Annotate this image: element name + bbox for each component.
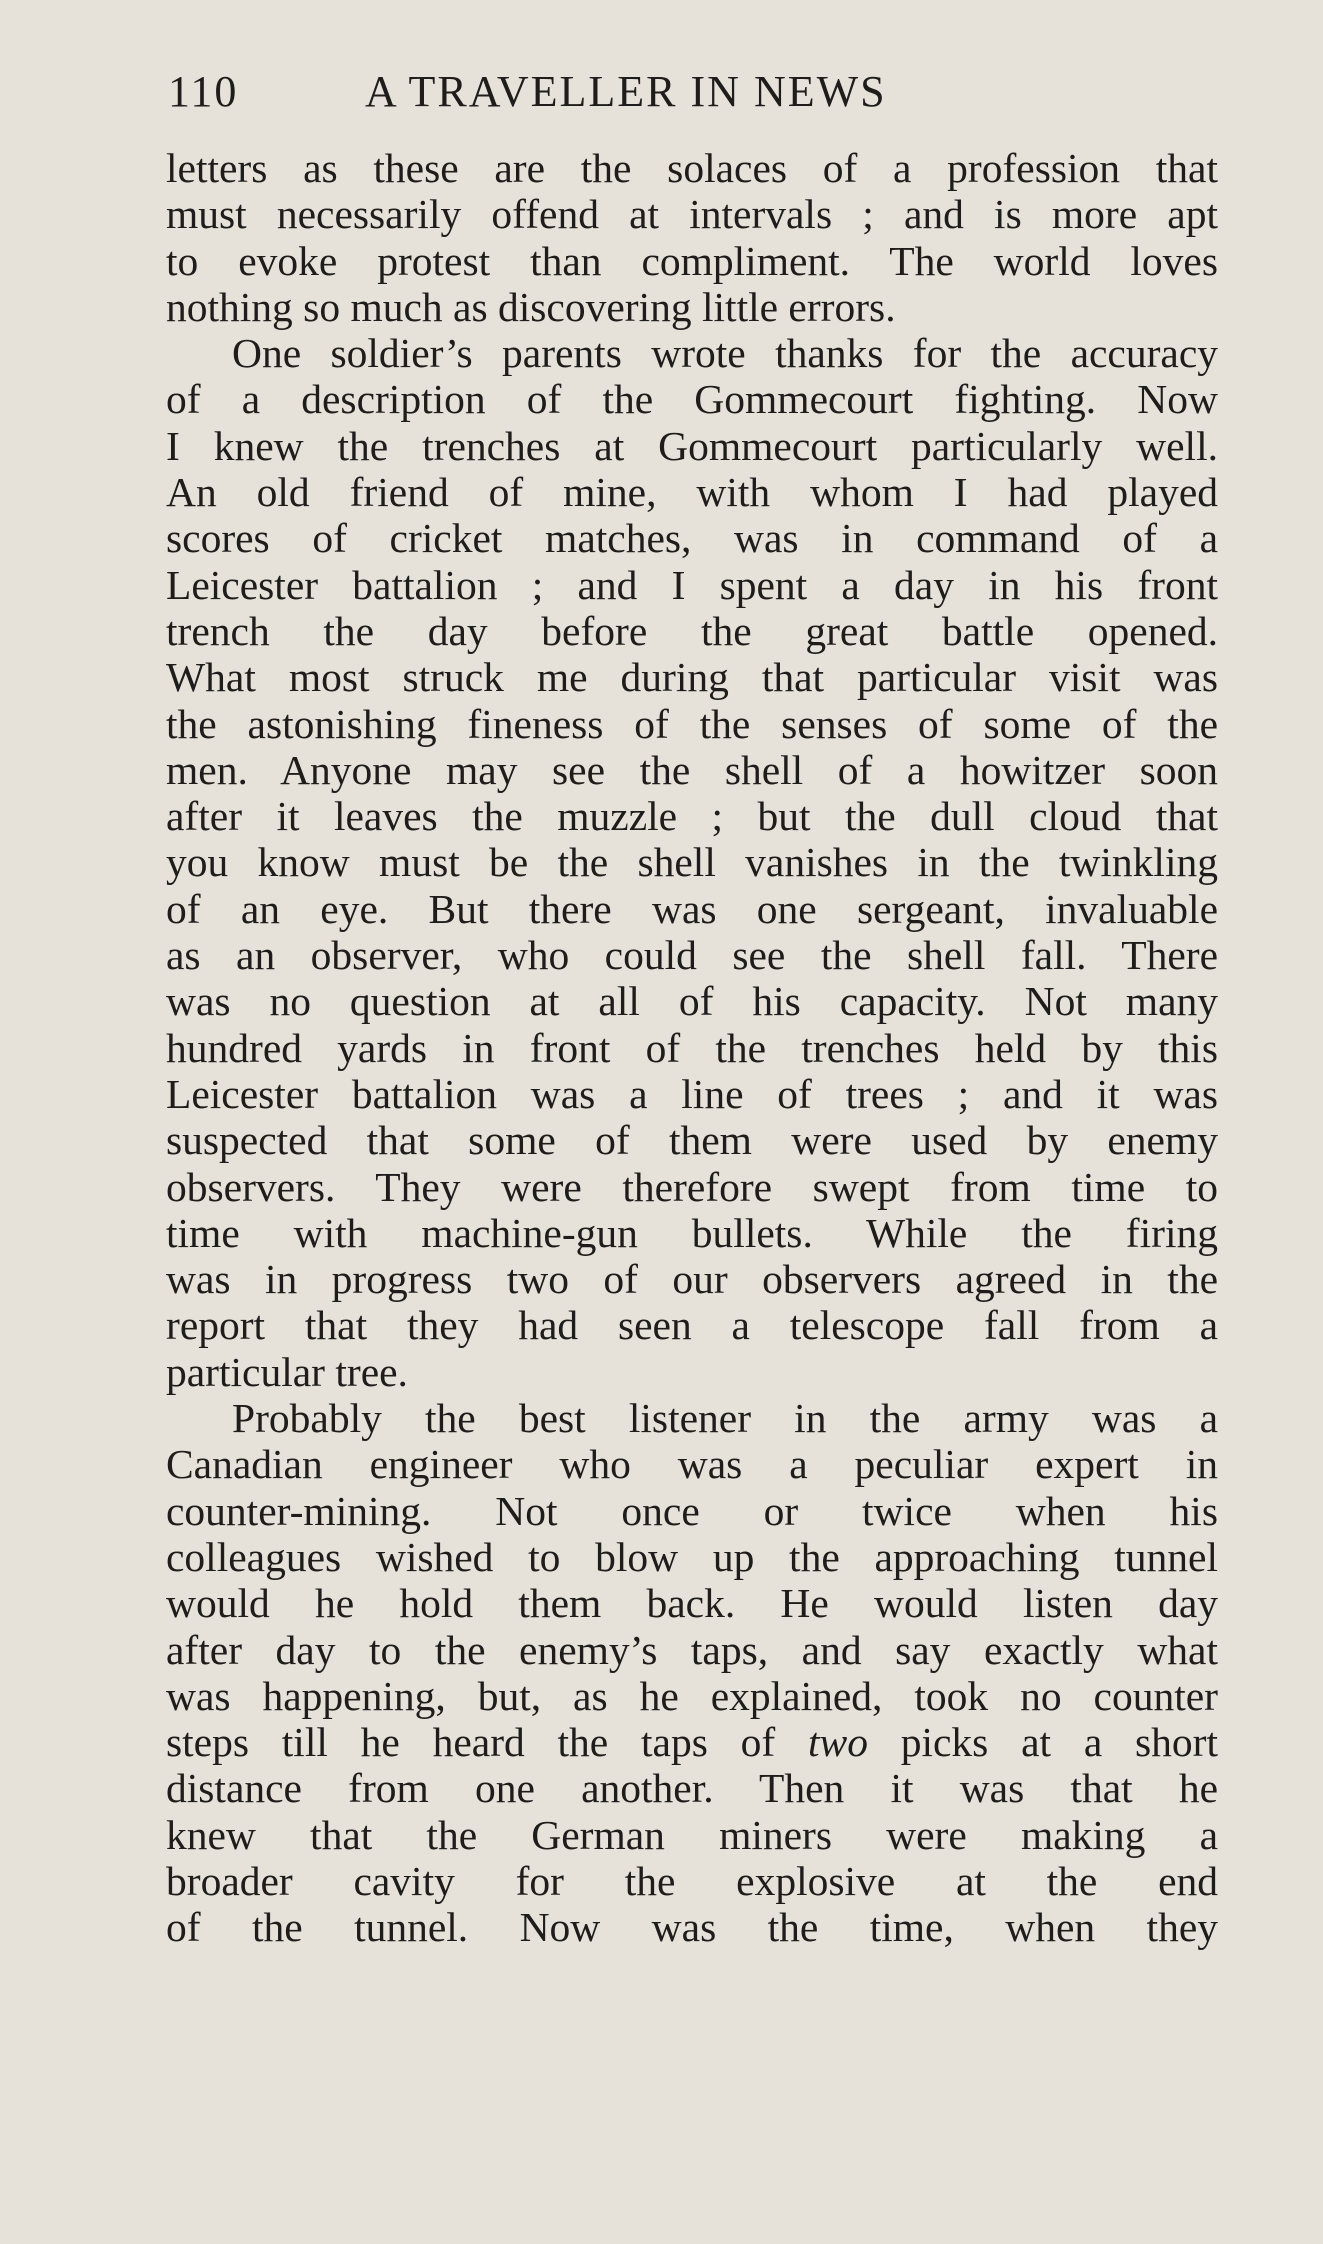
text-line: after day to the enemy’s taps, and say exactly what <box>166 1626 1218 1673</box>
text-line: scores of cricket matches, was in command of a <box>166 515 1218 562</box>
text-line: letters as these are the solaces of a profession that <box>166 145 1218 191</box>
text-line: Leicester battalion ; and I spent a day in his front <box>166 561 1218 608</box>
running-header <box>168 62 1218 122</box>
text-line: you know must be the shell vanishes in the twinkling <box>166 839 1218 886</box>
text-line: I knew the trenches at Gommecourt particularly well. <box>166 422 1218 469</box>
text-line: Leicester battalion was a line of trees ; and it was <box>166 1070 1218 1117</box>
text-line: the astonishing fineness of the senses of some of the <box>166 700 1218 747</box>
text-line: An old friend of mine, with whom I had played <box>166 469 1218 516</box>
text-line: men. Anyone may see the shell of a howitzer soon <box>166 746 1218 793</box>
text-line: suspected that some of them were used by enemy <box>166 1117 1218 1164</box>
paragraph-3 <box>166 1395 1218 1951</box>
text-line: to evoke protest than compliment. The world loves <box>166 237 1218 284</box>
text-line: Canadian engineer who was a peculiar expert in <box>166 1441 1218 1488</box>
text-line: was happening, but, as he explained, took no counter <box>166 1672 1218 1719</box>
text-line-with-italic <box>166 1719 1218 1765</box>
page-number: 110 <box>168 67 239 116</box>
text-line: of a description of the Gommecourt fighting. Now <box>166 376 1218 423</box>
text-line: time with machine-gun bullets. While the firing <box>166 1209 1218 1256</box>
text-line: knew that the German miners were making a <box>166 1811 1218 1858</box>
text-line: of the tunnel. Now was the time, when they <box>166 1904 1218 1951</box>
text-line: hundred yards in front of the trenches held by this <box>166 1024 1218 1071</box>
text-line: Probably the best listener in the army was a <box>232 1395 1218 1442</box>
text-line: counter-mining. Not once or twice when his <box>166 1487 1218 1534</box>
text-line: would he hold them back. He would listen day <box>166 1580 1218 1627</box>
text-line: trench the day before the great battle opened. <box>166 607 1218 654</box>
text-line: observers. They were therefore swept from time to <box>166 1163 1218 1210</box>
text-line: was no question at all of his capacity. Not many <box>166 978 1218 1025</box>
text-line: One soldier’s parents wrote thanks for the accuracy <box>232 330 1218 377</box>
text-line: What most struck me during that particular visit was <box>166 654 1218 701</box>
text-line: nothing so much as discovering little errors. <box>166 283 896 330</box>
text-line: report that they had seen a telescope fall from a <box>166 1302 1218 1349</box>
text-line: was in progress two of our observers agreed in the <box>166 1256 1218 1303</box>
text-line: colleagues wished to blow up the approaching tunnel <box>166 1533 1218 1580</box>
italic-word: two <box>807 1719 868 1766</box>
text-line: of an eye. But there was one sergeant, invaluable <box>166 885 1218 932</box>
text-line: distance from one another. Then it was that he <box>166 1765 1218 1812</box>
paragraph-1 <box>166 145 1218 330</box>
text-line: particular tree. <box>166 1348 408 1395</box>
paragraph-2 <box>166 330 1218 1395</box>
text-line: after it leaves the muzzle ; but the dull cloud that <box>166 793 1218 840</box>
body-text <box>166 145 1218 1951</box>
text-segment: steps till he heard the taps of <box>166 1719 776 1766</box>
text-line: must necessarily offend at intervals ; and is more apt <box>166 191 1218 238</box>
running-title: A TRAVELLER IN NEWS <box>365 67 887 116</box>
text-segment: picks at a short <box>900 1719 1219 1766</box>
text-line: as an observer, who could see the shell fall. There <box>166 932 1218 979</box>
text-line: broader cavity for the explosive at the end <box>166 1857 1218 1904</box>
